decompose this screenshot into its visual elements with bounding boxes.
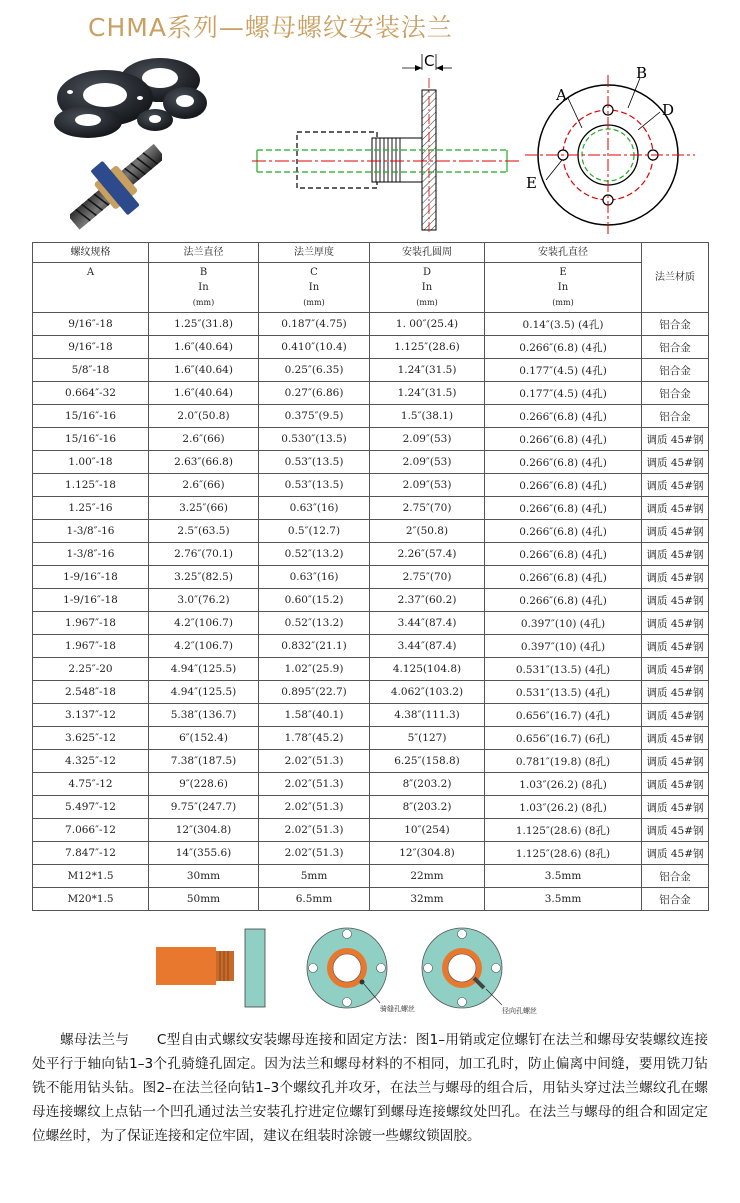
table-cell: 2.02″(51.3)	[259, 842, 370, 865]
column-header-unit: In	[421, 282, 433, 293]
description-text	[32, 1028, 708, 1148]
table-cell: 0.530″(13.5)	[259, 428, 370, 451]
dim-label-c: C	[424, 52, 435, 70]
table-cell: 2.75″(70)	[370, 497, 485, 520]
table-cell: 2.548″-18	[33, 681, 149, 704]
table-cell: 0.53″(13.5)	[259, 451, 370, 474]
method-figures	[150, 925, 570, 1020]
table-cell: 2.6″(66)	[149, 474, 259, 497]
table-cell: 0.266″(6.8) (4孔)	[485, 428, 642, 451]
table-cell: 32mm	[370, 888, 485, 911]
flange-stack-photo	[50, 48, 208, 140]
table-cell: 0.266″(6.8) (4孔)	[485, 474, 642, 497]
table-cell: 0.531″(13.5) (4孔)	[485, 681, 642, 704]
column-header-unit	[33, 280, 148, 295]
table-cell: 3.137″-12	[33, 704, 149, 727]
table-cell: 1-3/8″-16	[33, 543, 149, 566]
column-header-code: C	[310, 267, 318, 278]
table-cell: 调质 45#钢	[642, 543, 709, 566]
table-cell: 调质 45#钢	[642, 773, 709, 796]
table-cell: 8″(203.2)	[370, 773, 485, 796]
table-cell: 调质 45#钢	[642, 635, 709, 658]
table-cell: 2.6″(66)	[149, 428, 259, 451]
table-cell: 0.25″(6.35)	[259, 359, 370, 382]
column-header-code: B	[199, 267, 208, 278]
table-cell: 2.63″(66.8)	[149, 451, 259, 474]
column-header-cn: 安装孔圆周	[370, 245, 484, 263]
table-row	[33, 750, 709, 773]
table-cell: 15/16″-16	[33, 428, 149, 451]
column-header-mm: (mm)	[303, 298, 325, 307]
table-cell: 4.94″(125.5)	[149, 681, 259, 704]
table-cell: 5.38″(136.7)	[149, 704, 259, 727]
table-cell: 0.375″(9.5)	[259, 405, 370, 428]
table-cell: 1.6″(40.64)	[149, 359, 259, 382]
table-cell: 3.25″(66)	[149, 497, 259, 520]
column-header-mm	[33, 295, 148, 310]
table-cell: 12″(304.8)	[149, 819, 259, 842]
table-cell: 3.25″(82.5)	[149, 566, 259, 589]
fig1-dowel-hole	[307, 928, 415, 1013]
table-cell: 2.25″-20	[33, 658, 149, 681]
table-row	[33, 428, 709, 451]
table-row	[33, 612, 709, 635]
table-cell: 4.2″(106.7)	[149, 635, 259, 658]
table-cell: 9″(228.6)	[149, 773, 259, 796]
column-header-cn: 法兰直径	[149, 245, 258, 263]
table-cell: 3.625″-12	[33, 727, 149, 750]
table-cell: 7.066″-12	[33, 819, 149, 842]
table-cell: 4.125(104.8)	[370, 658, 485, 681]
table-cell: 6.5mm	[259, 888, 370, 911]
table-cell: 0.266″(6.8) (4孔)	[485, 566, 642, 589]
table-cell: 铝合金	[642, 405, 709, 428]
table-cell: 2.0″(50.8)	[149, 405, 259, 428]
table-row	[33, 313, 709, 336]
table-cell: 2.02″(51.3)	[259, 773, 370, 796]
table-cell: 1.6″(40.64)	[149, 382, 259, 405]
column-header	[642, 243, 709, 313]
table-cell: 0.832″(21.1)	[259, 635, 370, 658]
column-header-code: E	[559, 267, 567, 278]
table-cell: 50mm	[149, 888, 259, 911]
table-cell: 0.266″(6.8) (4孔)	[485, 589, 642, 612]
table-cell: 1.967″-18	[33, 635, 149, 658]
table-cell: 0.63″(16)	[259, 566, 370, 589]
label-b: B	[636, 64, 648, 82]
table-row	[33, 589, 709, 612]
table-cell: 调质 45#钢	[642, 750, 709, 773]
table-cell: 调质 45#钢	[642, 796, 709, 819]
table-cell: 4.38″(111.3)	[370, 704, 485, 727]
table-cell: 0.53″(13.5)	[259, 474, 370, 497]
table-cell: 2.75″(70)	[370, 566, 485, 589]
table-row	[33, 727, 709, 750]
table-cell: 0.656″(16.7) (4孔)	[485, 704, 642, 727]
table-cell: 调质 45#钢	[642, 474, 709, 497]
table-cell: 调质 45#钢	[642, 589, 709, 612]
table-cell: 铝合金	[642, 313, 709, 336]
table-cell: 0.27″(6.86)	[259, 382, 370, 405]
column-header	[485, 243, 642, 313]
table-cell: 0.781″(19.8) (8孔)	[485, 750, 642, 773]
table-cell: 2″(50.8)	[370, 520, 485, 543]
table-cell: 调质 45#钢	[642, 428, 709, 451]
table-cell: 调质 45#钢	[642, 727, 709, 750]
table-cell: 0.397″(10) (4孔)	[485, 612, 642, 635]
table-cell: 10″(254)	[370, 819, 485, 842]
table-row	[33, 773, 709, 796]
table-cell: 1.5″(38.1)	[370, 405, 485, 428]
table-row	[33, 382, 709, 405]
table-cell: 1. 00″(25.4)	[370, 313, 485, 336]
table-row	[33, 405, 709, 428]
table-cell: 0.410″(10.4)	[259, 336, 370, 359]
spec-table	[32, 242, 709, 911]
table-cell: 调质 45#钢	[642, 566, 709, 589]
table-cell: 2.02″(51.3)	[259, 796, 370, 819]
column-header-cn: 螺纹规格	[33, 245, 148, 263]
table-cell: 8″(203.2)	[370, 796, 485, 819]
table-row	[33, 543, 709, 566]
table-cell: 2.37″(60.2)	[370, 589, 485, 612]
table-cell: 3.5mm	[485, 888, 642, 911]
table-cell: 调质 45#钢	[642, 819, 709, 842]
column-header-unit: In	[308, 282, 320, 293]
fig2-label: 径向孔螺丝	[502, 1007, 537, 1015]
column-header-mm: (mm)	[552, 298, 574, 307]
label-d: D	[662, 101, 675, 119]
table-cell: 4.325″-12	[33, 750, 149, 773]
column-header-cn: 安装孔直径	[485, 245, 641, 263]
table-cell: 0.177″(4.5) (4孔)	[485, 382, 642, 405]
table-cell: 6.25″(158.8)	[370, 750, 485, 773]
table-row	[33, 566, 709, 589]
table-cell: 3.44″(87.4)	[370, 612, 485, 635]
table-cell: 1.00″-18	[33, 451, 149, 474]
table-cell: 14″(355.6)	[149, 842, 259, 865]
table-cell: 调质 45#钢	[642, 658, 709, 681]
table-row	[33, 819, 709, 842]
table-cell: 1.25″(31.8)	[149, 313, 259, 336]
table-cell: 0.177″(4.5) (4孔)	[485, 359, 642, 382]
column-header-unit: In	[198, 282, 209, 293]
table-cell: 7.847″-12	[33, 842, 149, 865]
table-cell: 0.397″(10) (4孔)	[485, 635, 642, 658]
table-cell: 7.38″(187.5)	[149, 750, 259, 773]
table-cell: 30mm	[149, 865, 259, 888]
table-cell: 5″(127)	[370, 727, 485, 750]
table-cell: 3.44″(87.4)	[370, 635, 485, 658]
table-cell: 4.75″-12	[33, 773, 149, 796]
table-cell: 22mm	[370, 865, 485, 888]
table-cell: 0.266″(6.8) (4孔)	[485, 336, 642, 359]
table-row	[33, 451, 709, 474]
side-view-drawing	[252, 48, 522, 238]
table-cell: 2.5″(63.5)	[149, 520, 259, 543]
table-cell: 1.03″(26.2) (8孔)	[485, 796, 642, 819]
table-cell: 2.76″(70.1)	[149, 543, 259, 566]
table-cell: 1.24″(31.5)	[370, 382, 485, 405]
table-cell: 0.52″(13.2)	[259, 543, 370, 566]
table-cell: 3.5mm	[485, 865, 642, 888]
table-cell: 铝合金	[642, 865, 709, 888]
table-cell: 1.24″(31.5)	[370, 359, 485, 382]
table-cell: 0.895″(22.7)	[259, 681, 370, 704]
table-cell: 0.14″(3.5) (4孔)	[485, 313, 642, 336]
table-cell: 0.531″(13.5) (4孔)	[485, 658, 642, 681]
table-cell: 4.94″(125.5)	[149, 658, 259, 681]
table-row	[33, 842, 709, 865]
table-row	[33, 497, 709, 520]
table-cell: 1-9/16″-18	[33, 566, 149, 589]
table-cell: 1-9/16″-18	[33, 589, 149, 612]
table-cell: 铝合金	[642, 336, 709, 359]
table-cell: 15/16″-16	[33, 405, 149, 428]
table-cell: 3.0″(76.2)	[149, 589, 259, 612]
table-cell: 调质 45#钢	[642, 842, 709, 865]
description-paragraph: 螺母法兰与 C型自由式螺纹安装螺母连接和固定方法：图1–用销或定位螺钉在法兰和螺母安装螺纹连接处平行于轴向钻1–3个孔骑缝孔固定。因为法兰和螺母材料的不相同，加工孔时，防止偏离中间缝，要用铣刀钻铣不能用钻头钻。图2–在法兰径向钻1–3个螺纹孔并攻牙，在法兰与螺母的组合后，用钻头穿过法兰螺纹孔在螺母连接螺纹上点钻一个凹孔通过法兰安装孔拧进定位螺钉到螺母连接螺纹处凹孔。在法兰与螺母的组合和固定定位螺丝时，为了保证连接和定位牢固，建议在组装时涂镀一些螺纹锁固胶。	[32, 1032, 708, 1144]
page-title: CHMA系列—螺母螺纹安装法兰	[88, 13, 453, 42]
table-cell: 2.02″(51.3)	[259, 750, 370, 773]
table-cell: 1.25″-16	[33, 497, 149, 520]
table-cell: 0.266″(6.8) (4孔)	[485, 543, 642, 566]
table-cell: 1.125″(28.6) (8孔)	[485, 819, 642, 842]
table-cell: 9.75″(247.7)	[149, 796, 259, 819]
column-header-cn: 法兰厚度	[259, 245, 369, 263]
column-header-label: 法兰材质	[655, 272, 695, 283]
table-row	[33, 865, 709, 888]
table-cell: 调质 45#钢	[642, 451, 709, 474]
fig1-label: 骑缝孔螺丝	[380, 1005, 415, 1013]
table-cell: 调质 45#钢	[642, 612, 709, 635]
table-cell: 1-3/8″-16	[33, 520, 149, 543]
label-a: A	[556, 86, 567, 104]
table-cell: 1.125″-18	[33, 474, 149, 497]
table-cell: 铝合金	[642, 382, 709, 405]
table-cell: 0.656″(16.7) (6孔)	[485, 727, 642, 750]
column-header	[33, 243, 149, 313]
table-row	[33, 474, 709, 497]
table-row	[33, 635, 709, 658]
table-cell: 调质 45#钢	[642, 681, 709, 704]
column-header-mm: (mm)	[192, 298, 215, 307]
table-row	[33, 359, 709, 382]
table-cell: 0.63″(16)	[259, 497, 370, 520]
table-cell: 1.02″(25.9)	[259, 658, 370, 681]
table-cell: 0.266″(6.8) (4孔)	[485, 451, 642, 474]
table-cell: 2.02″(51.3)	[259, 819, 370, 842]
table-row	[33, 796, 709, 819]
fig2-radial-hole	[422, 928, 537, 1015]
table-row	[33, 336, 709, 359]
table-row	[33, 681, 709, 704]
table-cell: 2.09″(53)	[370, 428, 485, 451]
column-header-unit: In	[557, 282, 569, 293]
table-cell: 1.125″(28.6) (8孔)	[485, 842, 642, 865]
table-cell: M12*1.5	[33, 865, 149, 888]
table-cell: 0.266″(6.8) (4孔)	[485, 405, 642, 428]
table-cell: 6″(152.4)	[149, 727, 259, 750]
table-cell: 4.062″(103.2)	[370, 681, 485, 704]
column-header-code: A	[86, 267, 95, 278]
table-header-row	[33, 243, 709, 313]
table-cell: 2.09″(53)	[370, 474, 485, 497]
table-cell: 2.26″(57.4)	[370, 543, 485, 566]
table-cell: 0.5″(12.7)	[259, 520, 370, 543]
table-cell: 12″(304.8)	[370, 842, 485, 865]
table-cell: 2.09″(53)	[370, 451, 485, 474]
table-cell: 调质 45#钢	[642, 704, 709, 727]
column-header-mm: (mm)	[416, 298, 438, 307]
table-cell: 1.03″(26.2) (8孔)	[485, 773, 642, 796]
column-header	[370, 243, 485, 313]
table-cell: 4.2″(106.7)	[149, 612, 259, 635]
table-cell: 1.6″(40.64)	[149, 336, 259, 359]
table-cell: 1.125″(28.6)	[370, 336, 485, 359]
table-cell: 1.967″-18	[33, 612, 149, 635]
table-row	[33, 520, 709, 543]
table-cell: 0.664″-32	[33, 382, 149, 405]
table-body	[33, 313, 709, 911]
table-cell: 1.58″(40.1)	[259, 704, 370, 727]
column-header	[259, 243, 370, 313]
column-header	[149, 243, 259, 313]
table-cell: 0.266″(6.8) (4孔)	[485, 520, 642, 543]
table-row	[33, 704, 709, 727]
table-cell: 0.52″(13.2)	[259, 612, 370, 635]
table-cell: 5.497″-12	[33, 796, 149, 819]
table-cell: 5/8″-18	[33, 359, 149, 382]
table-cell: 9/16″-18	[33, 336, 149, 359]
table-cell: 铝合金	[642, 359, 709, 382]
table-cell: 0.266″(6.8) (4孔)	[485, 497, 642, 520]
table-cell: 0.60″(15.2)	[259, 589, 370, 612]
label-e: E	[526, 174, 537, 192]
table-cell: M20*1.5	[33, 888, 149, 911]
table-cell: 调质 45#钢	[642, 497, 709, 520]
table-cell: 5mm	[259, 865, 370, 888]
table-row	[33, 658, 709, 681]
table-cell: 9/16″-18	[33, 313, 149, 336]
table-row	[33, 888, 709, 911]
front-view-drawing	[520, 60, 720, 240]
table-cell: 调质 45#钢	[642, 520, 709, 543]
table-cell: 1.78″(45.2)	[259, 727, 370, 750]
table-cell: 0.187″(4.75)	[259, 313, 370, 336]
nut-on-screw-photo	[70, 140, 162, 232]
column-header-code: D	[422, 267, 432, 278]
table-cell: 铝合金	[642, 888, 709, 911]
